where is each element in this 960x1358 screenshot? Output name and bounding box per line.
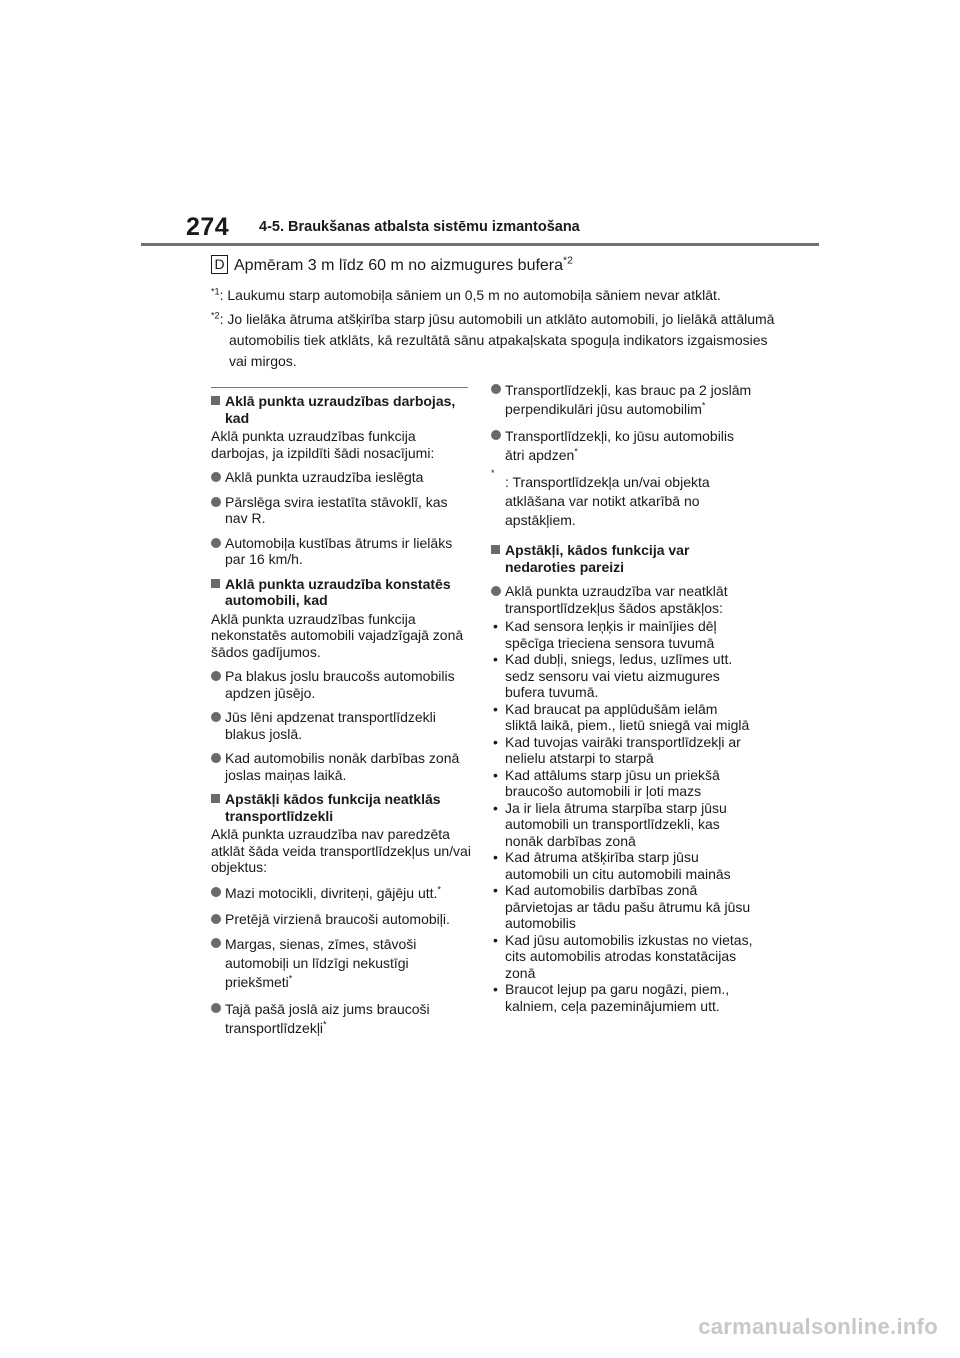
sub-list-item: • Braucot lejup pa garu nogāzi, piem., kalniem, ceļa pazeminājumiem utt.: [491, 981, 753, 1014]
list-item-text: Margas, sienas, zīmes, stāvoši automobiļi un līdzīgi nekustīgi priekšmeti: [225, 936, 417, 990]
section-intro: Aklā punkta uzraudzība nav paredzēta atklāt šāda veida transportlīdzekļus un/vai objektus:: [211, 826, 471, 875]
item-d-footnote-mark: *2: [563, 255, 573, 267]
list-item-text: Mazi motocikli, divriteņi, gājēju utt.: [225, 884, 438, 901]
sub-list-item: • Kad attālums starp jūsu un priekšā braucošo automobili ir ļoti mazs: [491, 767, 753, 800]
footnote-1-text: : Laukumu starp automobiļa sāniem un 0,5 m no automobiļa sāniem nevar atklāt.: [219, 287, 721, 303]
list-item: [211, 935, 473, 992]
left-column: [211, 393, 473, 1038]
right-column: [491, 381, 753, 1014]
sub-list: [491, 618, 753, 1014]
column-divider: [211, 387, 468, 388]
list-item: [211, 911, 473, 928]
footnote-mark: *: [574, 446, 578, 457]
list-item: Aklā punkta uzraudzība var neatklāt transportlīdzekļus šādos apstākļos:: [491, 583, 753, 616]
sub-list-item: • Kad jūsu automobilis izkustas no vietas, cits automobilis atrodas konstatācijas zonā: [491, 932, 753, 982]
list-item: Pārslēga svira iestatīta stāvoklī, kas nav R.: [211, 494, 473, 527]
watermark: carmanualsonline.info: [698, 1314, 938, 1339]
item-d-text: Apmēram 3 m līdz 60 m no aizmugures bufera: [234, 257, 564, 274]
sub-list-item: • Kad dubļi, sniegs, ledus, uzlīmes utt. sedz sensoru vai vietu aizmugures bufera tuvumā.: [491, 651, 753, 701]
footnote-mark: *: [701, 400, 706, 411]
sub-list-item: • Ja ir liela ātruma starpība starp jūsu automobili un transportlīdzekli, kas nonāk darbības zonā: [491, 800, 753, 850]
list-item: [491, 381, 753, 419]
section-heading: Aklā punkta uzraudzības darbojas, kad: [211, 393, 473, 426]
list-item: [491, 427, 753, 465]
page-number: 274: [186, 213, 230, 241]
sub-list-item: • Kad automobilis darbības zonā pārvietojas ar tādu pašu ātrumu kā jūsu automobilis: [491, 882, 753, 932]
section-title: 4-5. Braukšanas atbalsta sistēmu izmantošana: [259, 219, 580, 235]
item-d-label: D: [211, 255, 228, 274]
list-item: [211, 884, 473, 903]
section-intro: Aklā punkta uzraudzības funkcija nekonstatēs automobili vajadzīgajā zonā šādos gadījumos.: [211, 610, 464, 660]
list-item: Aklā punkta uzraudzība ieslēgta: [211, 469, 473, 486]
footnote-1-mark: *1: [211, 286, 220, 297]
footnote-mark: *: [288, 973, 293, 984]
sub-list-item: • Kad braucat pa applūdušām ielām sliktā laikā, piem., lietū sniegā vai miglā: [491, 701, 753, 734]
sub-list-item: • Kad tuvojas vairāki transportlīdzekļi ar nelielu atstarpi to starpā: [491, 734, 753, 767]
footnote-note: * : Transportlīdzekļa un/vai objekta atklāšana var notikt atkarībā no apstākļiem.: [491, 468, 710, 528]
footnote-2-mark: *2: [211, 310, 220, 321]
header-divider: [141, 243, 819, 246]
list-item: [211, 1000, 473, 1038]
section-heading: Apstākļi kādos funkcija neatklās transportlīdzekli: [211, 791, 473, 824]
list-item-text: Transportlīdzekļi, ko jūsu automobilis ātri apdzen: [505, 428, 735, 463]
sub-list-item: • Kad sensora leņķis ir mainījies dēļ spēcīga trieciena sensora tuvumā: [491, 618, 753, 651]
footnote-1: [211, 285, 771, 306]
footnote-2: [211, 309, 789, 372]
list-item: Pa blakus joslu braucošs automobilis apdzen jūsējo.: [211, 668, 473, 701]
section-heading: Apstākļi, kādos funkcija var nedaroties pareizi: [491, 542, 753, 575]
list-item: Automobiļa kustības ātrums ir lielāks par 16 km/h.: [211, 535, 473, 568]
footnote-mark: *: [323, 1019, 327, 1030]
list-item: Jūs lēni apdzenat transportlīdzekli blakus joslā.: [211, 709, 473, 742]
footnote-note-text: : Transportlīdzekļa un/vai objekta atklāšana var notikt atkarībā no apstākļiem.: [505, 474, 710, 528]
section-heading: Aklā punkta uzraudzība konstatēs automobili, kad: [211, 576, 473, 609]
list-item: Kad automobilis nonāk darbības zonā joslas maiņas laikā.: [211, 750, 473, 783]
sub-list-item: • Kad ātruma atšķirība starp jūsu automobili un citu automobili mainās: [491, 849, 753, 882]
section-intro: Aklā punkta uzraudzības funkcija darbojas, ja izpildīti šādi nosacījumi:: [211, 428, 435, 461]
item-d: [211, 255, 573, 275]
list-item-text: Pretējā virzienā braucoši automobiļi.: [225, 910, 450, 927]
list-item-text: Tajā pašā joslā aiz jums braucoši transportlīdzekļi: [225, 1001, 430, 1036]
footnote-mark: *: [437, 883, 441, 894]
footnote-2-text: : Jo lielāka ātruma atšķirība starp jūsu automobili un atklāto automobili, jo lielākā attālumā automobilis tiek atklāts, kā rezultātā sānu atpakaļskata spoguļa indikators izgaismosies vai mirgos.: [219, 311, 775, 369]
list-item-text: Transportlīdzekļi, kas brauc pa 2 joslām perpendikulāri jūsu automobilim: [505, 382, 752, 417]
